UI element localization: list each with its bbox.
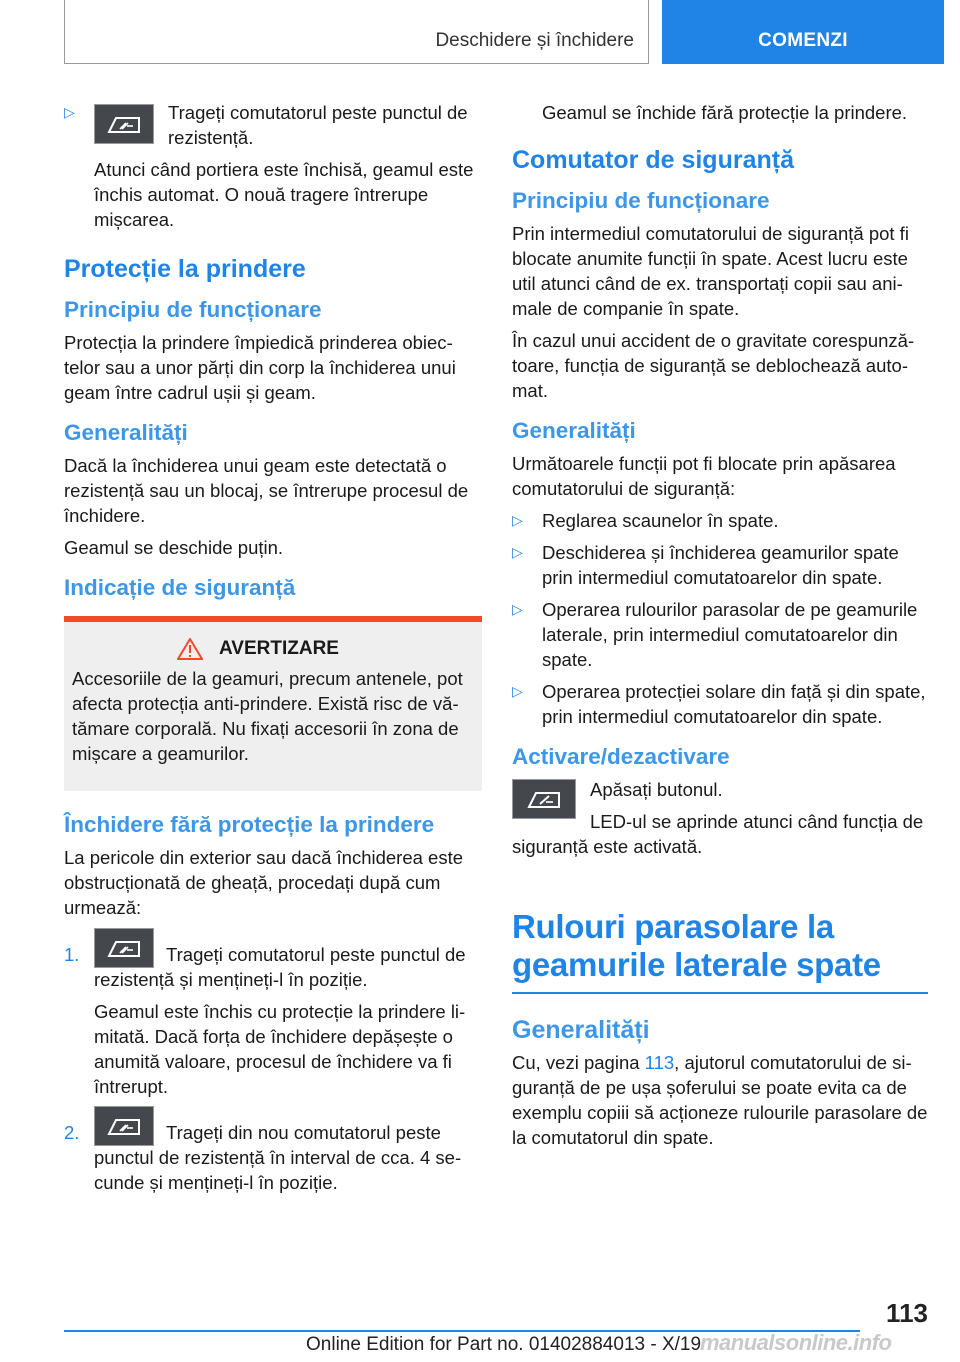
list-item: ▷ Reglarea scaunelor în spate. [512,510,779,531]
step-1-number: 1. [64,944,80,965]
triangle-bullet-icon: ▷ [512,544,523,560]
warning-box [64,616,482,791]
generalitati-paragraph-1: Dacă la închiderea unui geam este detectată o rezistență sau un blocaj, se întrerupe procesul de închidere. [64,455,469,526]
header-tab-comenzi[interactable]: COMENZI [662,0,944,64]
list-item: ▷ Operarea protecției solare din față și din spate, prin intermediul comutatoarelor din spate. [512,681,926,727]
heading-comutator: Comutator de siguranță [512,146,794,174]
principiu-right-paragraph: Prin intermediul comutatorului de siguranță pot fi blocate anumite funcții în spate. Acest lucru este util atunci când de ex. transportați copii sau animale de companie în spate. [512,223,909,319]
generalitati-right-paragraph: Următoarele funcții pot fi blocate prin apăsarea comutatorului de siguranță: [512,453,896,499]
heading-generalitati-right: Generalități [512,418,636,443]
step-2-text: Trageți din nou comutatorul peste punctul de rezistență în interval de cca. 4 secunde și mențineți-l în poziție. [94,1122,462,1193]
page-reference-link[interactable]: 113 [644,1052,675,1073]
heading-principiu: Principiu de funcționare [64,297,322,322]
activare-row [512,777,928,866]
inchidere-paragraph: La pericole din exterior sau dacă închiderea este obstrucționată de gheață, procedați după cum urmează: [64,847,464,918]
heading-generalitati-2: Generalități [512,1016,650,1044]
step-1-subtext: Geamul este închis cu protecție la prindere limitată. Dacă forța de închidere depășește o anumită valoare, procesul de închidere va fi întrerupt. [94,1001,466,1097]
rulouri-paragraph: Cu, vezi pagina 113, ajutorul comutatorului de siguranță de pe ușa șoferului se poate evita ca de exemplu copiii să acționeze rulourile parasolare de la comutatorul din spate. [512,1052,928,1148]
list-item: ▷ Deschiderea și închiderea geamurilor spate prin intermediul comutatoarelor din spate. [512,542,899,588]
heading-protectie: Protecție la prindere [64,255,306,283]
accident-paragraph: În cazul unui accident de o gravitate corespunzătoare, funcția de siguranță se deblochează automat. [512,330,915,401]
header-section-title: Deschidere și închidere [435,30,634,51]
apasati-text: Apăsați butonul. [590,779,723,800]
triangle-bullet-icon: ▷ [512,683,523,699]
heading-activare: Activare/dezactivare [512,744,730,769]
bullet1-paragraph: Atunci când portiera este închisă, geamul este închis automat. O nouă tragere întrerupe mișcarea. [94,159,474,230]
triangle-bullet-icon: ▷ [512,512,523,528]
window-switch-icon [94,928,154,968]
warning-text: Accesoriile de la geamuri, precum antenele, pot afecta protecția anti-prindere. Există risc de vătămare corporală. Nu fixați accesorii în zona de mișcare a geamurilor. [72,668,463,764]
principiu-paragraph: Protecția la prindere împiedică prinderea obiectelor sau a unor părți din corp la închiderea unui geam între cadrul ușii și geam. [64,332,456,403]
triangle-bullet-icon: ▷ [512,601,523,617]
heading-rulouri: Rulouri parasolare la geamurile laterale spate [512,908,928,994]
right-column [512,100,928,1157]
heading-indicatie: Indicație de siguranță [64,575,296,600]
left-column [64,100,482,1209]
list-item: ▷ Operarea rulourilor parasolar de pe geamurile laterale, prin intermediul comutatoarelor din spate. [512,599,918,670]
footer-edition: Online Edition for Part no. 01402884013 - X/19 [306,1334,702,1355]
heading-generalitati: Generalități [64,420,188,445]
bullet-with-icon [64,100,482,157]
heading-inchidere: Închidere fără protecție la prindere [64,812,435,837]
warning-title: AVERTIZARE [72,638,474,660]
generalitati-paragraph-2: Geamul se deschide puțin. [64,537,284,558]
heading-principiu-right: Principiu de funcționare [512,188,770,213]
window-switch-icon [94,104,154,144]
triangle-bullet-icon: ▷ [64,104,75,120]
bullet1-text: Trageți comutatorul peste punctul de rezistență. [168,102,468,148]
step-1 [64,942,482,1106]
continued-text: Geamul se închide fără protecție la prindere. [542,102,908,123]
step-2 [64,1120,482,1202]
page-number: 113 [886,1298,928,1328]
step-2-number: 2. [64,1122,80,1143]
step-1-text: Trageți comutatorul peste punctul de rezistență și mențineți-l în poziție. [94,944,466,990]
warning-triangle-icon [177,638,203,660]
led-text: LED-ul se aprinde atunci când funcția de siguranță este activată. [512,811,924,857]
watermark: manualsonline.info [700,1330,892,1355]
